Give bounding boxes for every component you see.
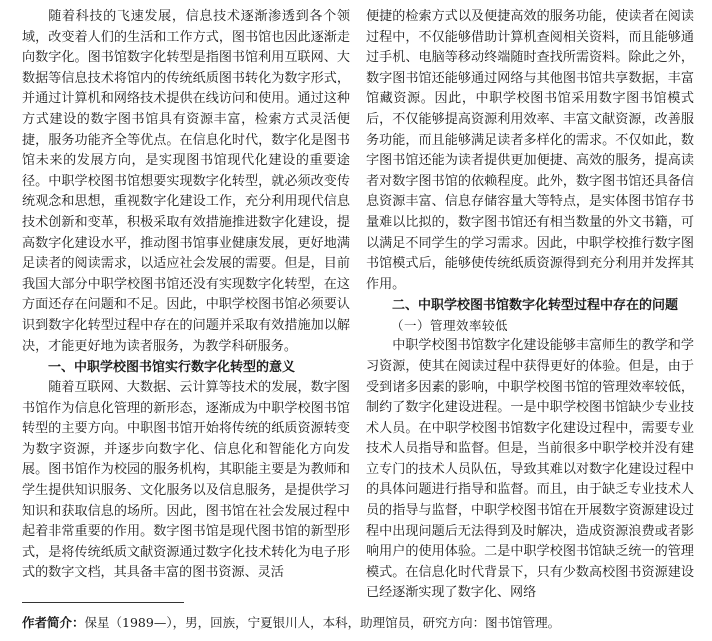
subsection-paragraph: 中职学校图书馆数字化建设能够丰富师生的教学和学习资源，使其在阅读过程中获得更好的体验。但是，由于受到诸多因素的影响，中职学校图书馆的管理效率较低，制约了数字化建设进程。一是中职学校图书馆缺少专业技术人员。在中职学校图书馆数字化建设过程中，需要专业技术人员指导和监督。但是，当前很多中职学校并没有建立专门的技术人员队伍，导致其难以对数字化建设过程中的具体问题进行指导和监督。而且，由于缺乏专业技术人员的指导与监督，中职学校图书馆在开展数字资源建设过程中出现问题后无法得到及时解决，造成资源浪费或者影响用户的使用体验。二是中职学校图书馆缺乏统一的管理模式。在信息化时代背景下，只有少数高校图书资源建设已经逐渐实现了数字化、网络 — [366, 338, 694, 601]
right-column — [366, 7, 694, 604]
author-footnote — [22, 614, 702, 632]
subsection-heading: （一）管理效率较低 — [391, 318, 509, 334]
section-heading-1: 一、中职学校图书馆实行数字化转型的意义 — [48, 360, 296, 376]
left-column — [22, 7, 350, 584]
section-1-paragraph-continued: 便捷的检索方式以及便捷高效的服务功能，使读者在阅读过程中，不仅能够借助计算机查阅相关资料，而且能够通过手机、电脑等移动终端随时查找所需资料。除此之外，数字图书馆还能够通过网络与其他图书馆共享数据，丰富馆藏资源。因此，中职学校图书馆采用数字图书馆模式后，不仅能够提高资源利用效率、丰富文献资源，改善服务功能，而且能够满足读者多样化的需求。不仅如此，数字图书馆还能为读者提供更加便捷、高效的服务，提高读者对数字图书馆的依赖程度。此外，数字图书馆还具备信息资源丰富、信息存储容量大等特点，是实体图书馆存书量难以比拟的，数字图书馆还有相当数量的外文书籍，可以满足不同学生的学习需求。因此，中职学校推行数字图书馆模式后，能够使传统纸质资源得到充分利用并发挥其作用。 — [366, 9, 694, 292]
intro-paragraph: 随着科技的飞速发展，信息技术逐渐渗透到各个领域，改变着人们的生活和工作方式，图书馆也因此逐渐走向数字化。图书馆数字化转型是指图书馆利用互联网、大数据等信息技术将馆内的传统纸质图书转化为数字形式，并通过计算机和网络技术提供在线访问和使用。通过这种方式建设的数字图书馆具有资源丰富，检索方式灵活便捷，服务功能齐全等优点。在信息化时代，数字化是图书馆未来的发展方向，是实现图书馆现代化建设的重要途径。中职学校图书馆想要实现数字化转型，就必须改变传统观念和思想，重视数字化建设工作，充分利用现代信息技术创新和变革，积极采取有效措施推进数字化建设，提高数字化建设水平，推动图书馆事业健康发展，更好地满足读者的阅读需求，以适应社会发展的需要。但是，目前我国大部分中职学校图书馆还没有实现数字化转型，在这方面还存在问题和不足。因此，中职学校图书馆必须要认识到数字化转型过程中存在的问题并采取有效措施加以解决，才能更好地为读者服务，为教学科研服务。 — [22, 9, 350, 354]
footnote-text: 保星（1989—），男，回族，宁夏银川人，本科，助理馆员，研究方向：图书馆管理。 — [84, 615, 561, 630]
section-1-paragraph: 随着互联网、大数据、云计算等技术的发展，数字图书馆作为信息化管理的新形态，逐渐成为中职学校图书馆转型的主要方向。中职图书馆开始将传统的纸质资源转变为数字资源，并逐步向数字化、信息化和智能化方向发展。图书馆作为校园的服务机构，其职能主要是为教师和学生提供知识服务、文化服务以及信息服务，是提供学习知识和获取信息的场所。因此，图书馆在社会发展过程中起着非常重要的作用。数字图书馆是现代图书馆的新型形式，是将传统纸质文献资源通过数字化技术转化为电子形式的数字文档，其具备丰富的图书资源、灵活 — [22, 380, 350, 581]
section-heading-2: 二、中职学校图书馆数字化转型过程中存在的问题 — [392, 298, 679, 314]
footnote-label: 作者简介： — [22, 615, 85, 630]
footnote-divider — [22, 602, 184, 603]
